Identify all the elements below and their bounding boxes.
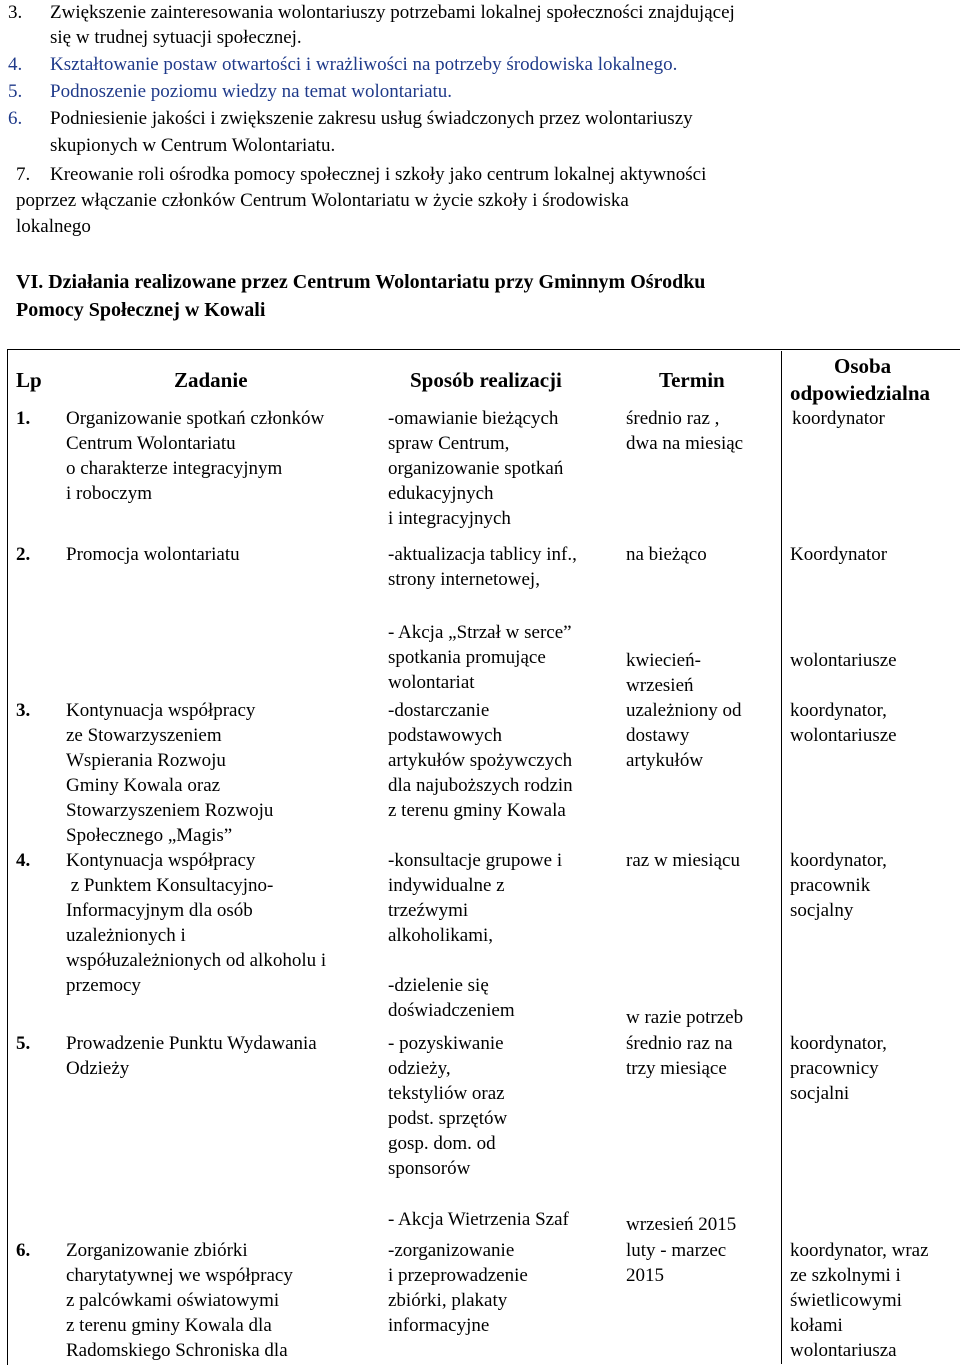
objective-text: Podniesienie jakości i zwiększenie zakresu usług świadczonych przez wolontariuszy [50, 108, 693, 129]
objective-text: Kształtowanie postaw otwartości i wrażliwości na potrzeby środowiska lokalnego. [50, 54, 678, 75]
task-text: Społecznego „Magis” [66, 825, 233, 846]
task-text: ze Stowarzyszeniem [66, 725, 222, 746]
method-text: alkoholikami, [388, 925, 494, 946]
task-text: Centrum Wolontariatu [66, 433, 236, 454]
method-text: -omawianie bieżących [388, 408, 559, 429]
section-heading: Pomocy Społecznej w Kowali [16, 299, 266, 321]
task-text: Stowarzyszeniem Rozwoju [66, 800, 274, 821]
task-text: Kontynuacja współpracy [66, 850, 256, 871]
task-text: Odzieży [66, 1058, 130, 1079]
method-text: -zorganizowanie [388, 1240, 515, 1261]
task-text: Zorganizowanie zbiórki [66, 1240, 248, 1261]
row-number: 5. [16, 1033, 31, 1054]
task-text: uzależnionych i [66, 925, 186, 946]
method-text: dla najuboższych rodzin [388, 775, 573, 796]
objective-text: się w trudnej sytuacji społecznej. [50, 27, 302, 48]
row-number: 2. [16, 544, 31, 565]
person-text: koordynator, [790, 850, 887, 871]
method-text: organizowanie spotkań [388, 458, 564, 479]
objective-number: 7. [16, 164, 31, 185]
person-text: wolontariusze [790, 725, 897, 746]
table-column-divider [781, 351, 782, 1364]
method-text: -aktualizacja tablicy inf., [388, 544, 577, 565]
term-text: kwiecień- [626, 650, 701, 671]
method-text: gosp. dom. od [388, 1133, 496, 1154]
objective-text: Kreowanie roli ośrodka pomocy społecznej i szkoły jako centrum lokalnej aktywności [50, 164, 707, 185]
method-text: edukacyjnych [388, 483, 494, 504]
task-text: współuzależnionych od alkoholu i [66, 950, 327, 971]
method-text: -dzielenie się [388, 975, 489, 996]
objective-text: Zwiększenie zainteresowania wolontariuszy potrzebami lokalnej społeczności znajdującej [50, 2, 735, 23]
method-text: spotkania promujące [388, 647, 546, 668]
method-text: doświadczeniem [388, 1000, 515, 1021]
objective-text: poprzez włączanie członków Centrum Wolontariatu w życie szkoły i środowiska [16, 190, 629, 211]
header-term: Termin [659, 368, 725, 392]
term-text: wrzesień [626, 675, 694, 696]
person-text: socjalni [790, 1083, 850, 1104]
row-number: 6. [16, 1240, 31, 1261]
row-number: 3. [16, 700, 31, 721]
task-text: Wspierania Rozwoju [66, 750, 226, 771]
header-method: Sposób realizacji [410, 368, 562, 392]
method-text: - pozyskiwanie [388, 1033, 504, 1054]
person-text: Koordynator [790, 544, 888, 565]
method-text: i przeprowadzenie [388, 1265, 528, 1286]
method-text: i integracyjnych [388, 508, 511, 529]
task-text: i roboczym [66, 483, 153, 504]
method-text: trzeźwymi [388, 900, 469, 921]
method-text: podst. sprzętów [388, 1108, 508, 1129]
header-person: odpowiedzialna [790, 381, 931, 405]
task-text: z palcówkami oświatowymi [66, 1290, 280, 1311]
method-text: wolontariat [388, 672, 475, 693]
method-text: zbiórki, plakaty [388, 1290, 508, 1311]
term-text: w razie potrzeb [626, 1007, 744, 1028]
term-text: wrzesień 2015 [626, 1214, 737, 1235]
task-text: z terenu gminy Kowala dla [66, 1315, 272, 1336]
person-text: ze szkolnymi i [790, 1265, 901, 1286]
row-number: 1. [16, 408, 31, 429]
term-text: 2015 [626, 1265, 664, 1286]
term-text: uzależniony od [626, 700, 742, 721]
term-text: dwa na miesiąc [626, 433, 744, 454]
task-text: Organizowanie spotkań członków [66, 408, 325, 429]
objective-number: 5. [8, 81, 23, 102]
objective-text: lokalnego [16, 216, 91, 237]
objective-number: 6. [8, 108, 23, 129]
task-text: przemocy [66, 975, 141, 996]
term-text: na bieżąco [626, 544, 707, 565]
term-text: luty - marzec [626, 1240, 727, 1261]
term-text: dostawy [626, 725, 690, 746]
person-text: wolontariusza [790, 1340, 897, 1361]
row-number: 4. [16, 850, 31, 871]
header-person: Osoba [834, 354, 892, 378]
task-text: charytatywnej we współpracy [66, 1265, 293, 1286]
person-text: kołami [790, 1315, 843, 1336]
method-text: -konsultacje grupowe i [388, 850, 563, 871]
task-text: Kontynuacja współpracy [66, 700, 256, 721]
task-text: Promocja wolontariatu [66, 544, 240, 565]
method-text: - Akcja Wietrzenia Szaf [388, 1209, 569, 1230]
person-text: koordynator [792, 408, 885, 429]
person-text: pracownik [790, 875, 871, 896]
method-text: odzieży, [388, 1058, 451, 1079]
person-text: koordynator, [790, 1033, 887, 1054]
method-text: - Akcja „Strzał w serce” [388, 622, 572, 643]
person-text: socjalny [790, 900, 854, 921]
header-task: Zadanie [174, 368, 248, 392]
term-text: raz w miesiącu [626, 850, 740, 871]
task-text: Gminy Kowala oraz [66, 775, 221, 796]
person-text: pracownicy [790, 1058, 879, 1079]
method-text: podstawowych [388, 725, 502, 746]
person-text: wolontariusze [790, 650, 897, 671]
objective-text: skupionych w Centrum Wolontariatu. [50, 135, 336, 156]
method-text: artykułów spożywczych [388, 750, 573, 771]
objective-number: 3. [8, 2, 23, 23]
header-lp: Lp [16, 368, 42, 392]
method-text: informacyjne [388, 1315, 490, 1336]
term-text: średnio raz na [626, 1033, 733, 1054]
task-text: Prowadzenie Punktu Wydawania [66, 1033, 317, 1054]
task-text: z Punktem Konsultacyjno- [66, 875, 274, 896]
term-text: trzy miesiące [626, 1058, 727, 1079]
method-text: tekstyliów oraz [388, 1083, 505, 1104]
method-text: z terenu gminy Kowala [388, 800, 566, 821]
method-text: sponsorów [388, 1158, 471, 1179]
person-text: świetlicowymi [790, 1290, 902, 1311]
objective-number: 4. [8, 54, 23, 75]
method-text: strony internetowej, [388, 569, 540, 590]
task-text: Informacyjnym dla osób [66, 900, 253, 921]
term-text: artykułów [626, 750, 704, 771]
objective-text: Podnoszenie poziomu wiedzy na temat wolontariatu. [50, 81, 453, 102]
person-text: koordynator, [790, 700, 887, 721]
section-heading: VI. Działania realizowane przez Centrum Wolontariatu przy Gminnym Ośrodku [16, 271, 706, 293]
person-text: koordynator, wraz [790, 1240, 929, 1261]
term-text: średnio raz , [626, 408, 720, 429]
task-text: Radomskiego Schroniska dla [66, 1340, 288, 1361]
method-text: -dostarczanie [388, 700, 490, 721]
method-text: spraw Centrum, [388, 433, 510, 454]
task-text: o charakterze integracyjnym [66, 458, 283, 479]
method-text: indywidualne z [388, 875, 505, 896]
